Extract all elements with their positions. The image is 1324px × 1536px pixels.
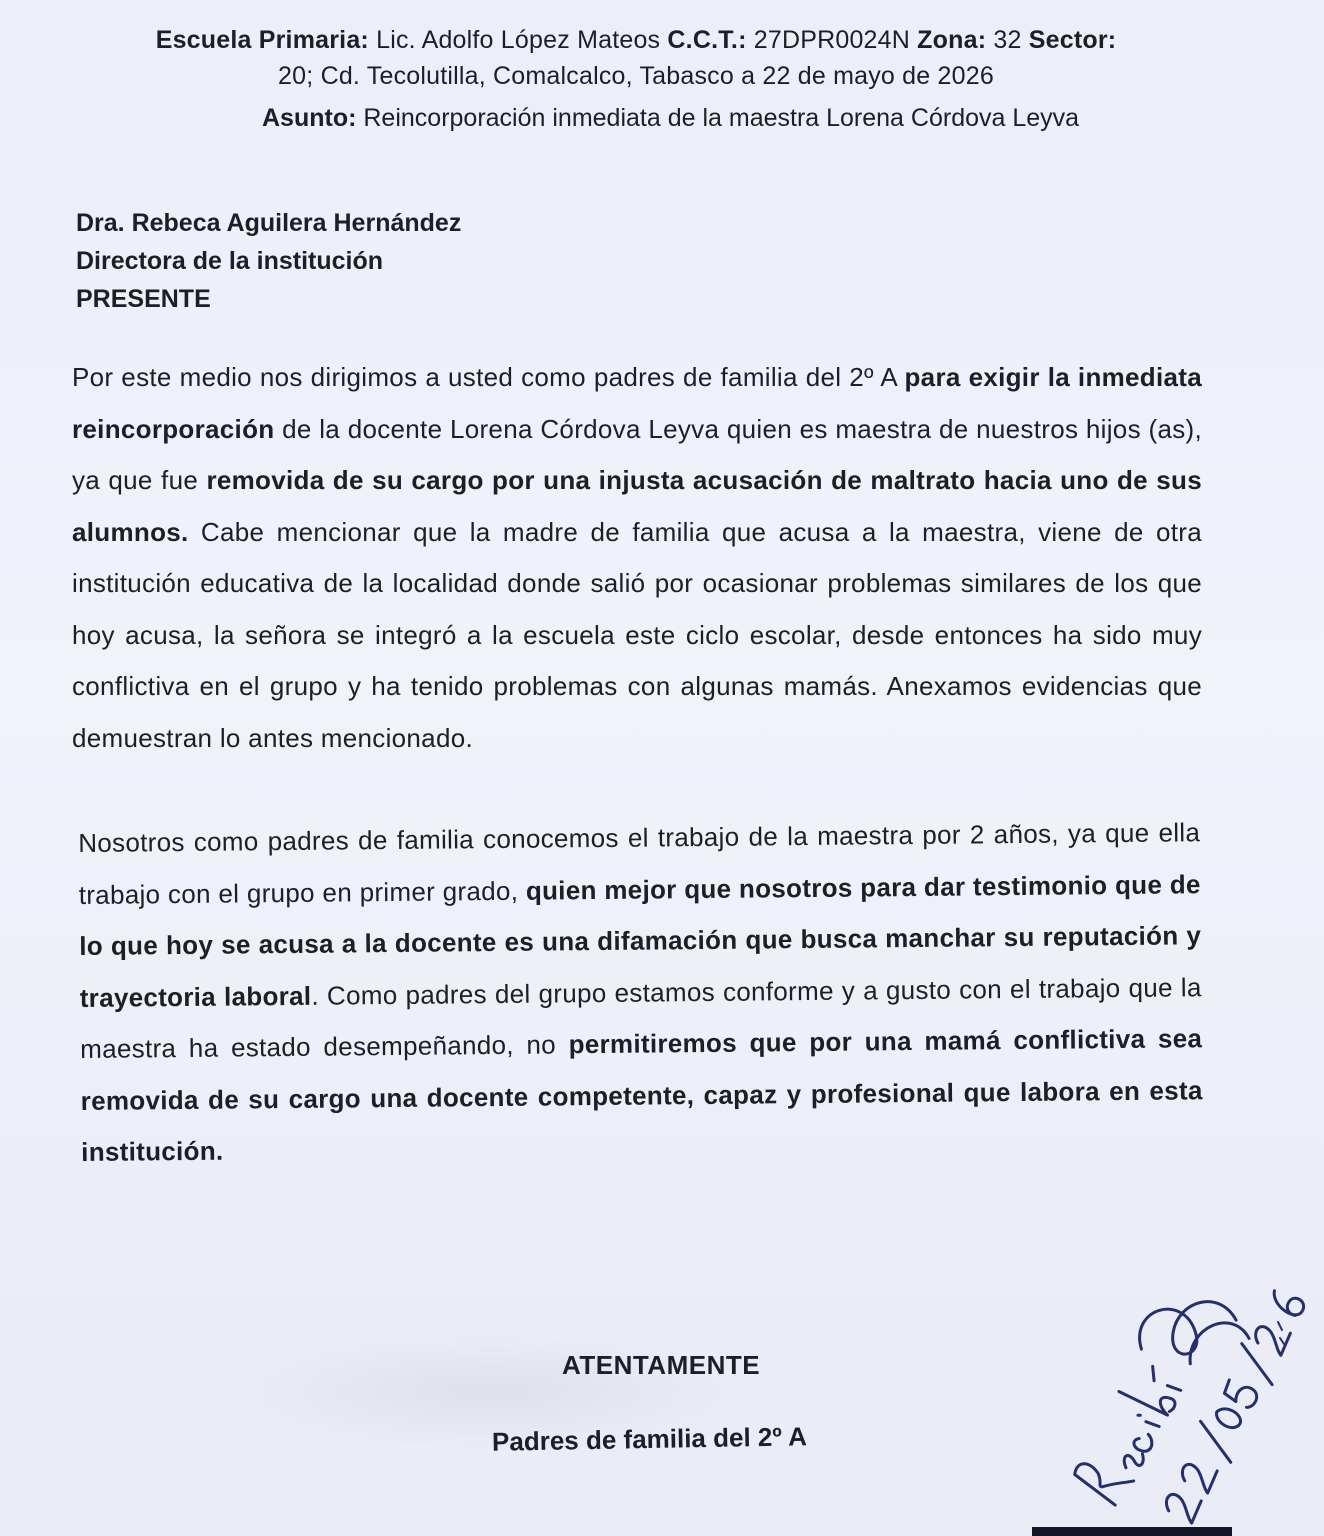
zona-label: Zona: (917, 26, 987, 54)
subject-line (262, 100, 1079, 136)
body-paragraph-1 (72, 352, 1202, 764)
p1-text-1: Por este medio nos dirigimos a usted como padres de familia del 2º A (72, 362, 905, 392)
p1-text-3: Cabe mencionar que la madre de familia que acusa a la maestra, viene de otra institución educativa de la localidad donde salió por ocasionar problemas similares de los que hoy acusa, la señora se integró a la escuela este ciclo escolar, desde entonces ha sido muy conflictiva en el grupo y ha tenido problemas con algunas mamás. Anexamos evidencias que demuestran lo antes mencionado. (72, 516, 1202, 753)
recipient-block (76, 204, 461, 318)
subject-text: Reincorporación inmediata de la maestra Lorena Córdova Leyva (363, 104, 1080, 132)
p1-bold-2: removida de su cargo por una injusta acusación de maltrato hacia uno de sus alumnos. (72, 465, 1202, 547)
place-date: Cd. Tecolutilla, Comalcalco, Tabasco a 22 de mayo de 2026 (320, 62, 994, 90)
p2-text-2: . Como padres del grupo estamos conforme y a gusto con el trabajo que la maestra ha estado desempeñando, no (80, 971, 1202, 1064)
signers-line: Padres de familia del 2º A (491, 1421, 808, 1457)
closing-salutation: ATENTAMENTE (562, 1350, 761, 1380)
cct-label: C.C.T.: (667, 26, 747, 54)
zona-value: 32 (993, 26, 1022, 54)
school-label: Escuela Primaria: (155, 26, 369, 54)
school-name: Lic. Adolfo López Mateos (376, 26, 661, 54)
p2-bold-2: permitiremos que por una mamá conflictiva sea removida de su cargo una docente competente, capaz y profesional que labora en esta institución. (80, 1023, 1203, 1167)
p2-bold-1: quien mejor que nosotros para dar testimonio que de lo que hoy se acusa a la docente es una difamación que busca manchar su reputación y trayectoria laboral (79, 868, 1202, 1013)
bottom-edge-strip (1032, 1527, 1232, 1536)
body-paragraph-2 (78, 807, 1203, 1178)
recipient-position: Directora de la institución (76, 247, 384, 275)
cct-value: 27DPR0024N (753, 26, 911, 54)
p2-text-1: Nosotros como padres de familia conocemos el trabajo de la maestra por 2 años, ya que ella trabajo con el grupo en primer grado, (78, 817, 1201, 910)
p1-bold-1: para exigir la inmediata reincorporación (72, 362, 1202, 444)
subject-label: Asunto: (262, 104, 357, 132)
p1-text-2: de la docente Lorena Córdova Leyva quien es maestra de nuestros hijos (as), ya que fue (72, 413, 1202, 495)
sector-value: 20; (278, 62, 314, 90)
letter-header (96, 22, 1176, 94)
recipient-presente: PRESENTE (76, 285, 211, 313)
recipient-name: Dra. Rebeca Aguilera Hernández (76, 209, 462, 237)
sector-label: Sector: (1028, 26, 1117, 54)
handwritten-received-signature (990, 1200, 1310, 1530)
